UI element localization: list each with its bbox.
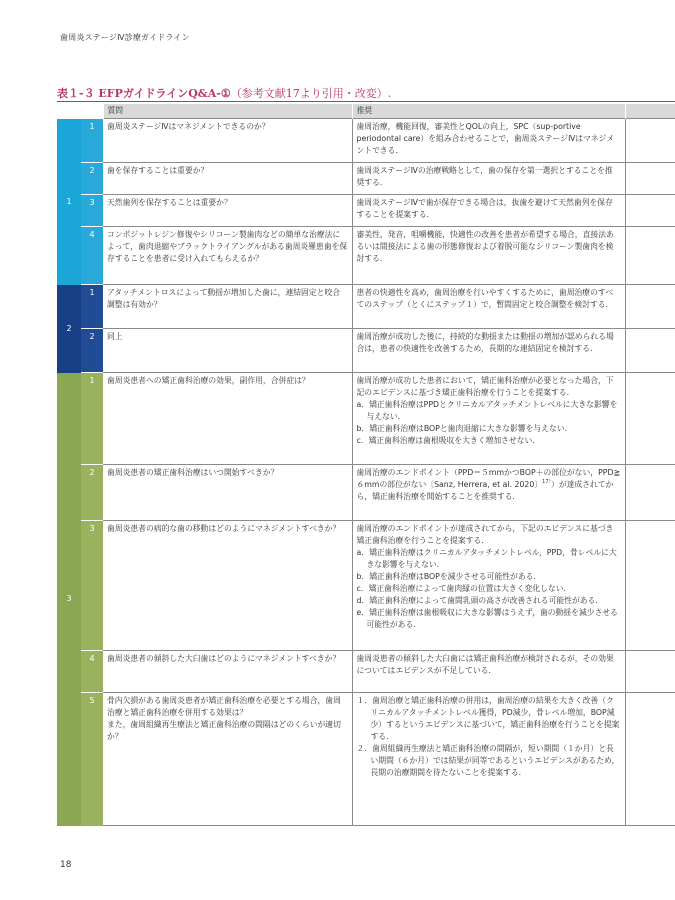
row-number: 1 <box>81 285 103 329</box>
table-row <box>57 329 675 373</box>
answer-list-item: １．歯周治療と矯正歯科治療の併用は，歯周治療の結果を大きく改善（クリニカルアタッチメントレベル獲得，PD減少，骨レベル増加，BOP減少）するというエビデンスに基づいて，矯正歯科治療を行うことを提案する． <box>356 696 620 741</box>
question-text: アタッチメントロスによって動揺が増加した歯に，連結固定と咬合調整は有効か？ <box>107 288 341 309</box>
answer-cell <box>352 163 625 195</box>
header-blank <box>57 104 81 119</box>
pad-cell <box>625 693 675 826</box>
answer-text: 歯周治療，機能回復，審美性とQOLの向上，SPC（sup-portive periodontal care）を組み合わせることで，歯周炎ステージⅣはマネジメントできる． <box>356 122 615 155</box>
answer-text: 審美性，発音，咀嚼機能，快適性の改善を患者が希望する場合，直接法あるいは間接法による歯の形態修復および着脱可能なシリコーン製歯肉を検討する． <box>356 230 614 263</box>
pad-cell <box>625 195 675 227</box>
pad-cell <box>625 163 675 195</box>
answer-cell <box>352 373 625 465</box>
table-row <box>57 521 675 651</box>
answer-cell <box>352 651 625 693</box>
table-row <box>57 195 675 227</box>
answer-text: 患者の快適性を高め，歯周治療を行いやすくするために，歯周治療のすべてのステップ（とくにステップ１）で，暫間固定と咬合調整を検討する． <box>356 288 614 309</box>
pad-cell <box>625 285 675 329</box>
pad-cell <box>625 651 675 693</box>
question-cell <box>103 521 352 651</box>
section-2-cell: 2 <box>57 285 81 373</box>
table-row <box>57 373 675 465</box>
answer-list-item: c．矯正歯科治療によって歯肉縁の位置は大きく変化しない． <box>356 584 572 593</box>
answer-text: 歯周炎患者の傾斜した大臼歯には矯正歯科治療が検討されるが，その効果についてはエビデンスが不足している． <box>356 654 614 675</box>
page-number: 18 <box>60 860 72 870</box>
answer-list-item: b．矯正歯科治療はBOPと歯肉退縮に大きな影響を与えない． <box>356 424 573 433</box>
row-number: 4 <box>81 227 103 285</box>
question-text: 歯周炎ステージⅣはマネジメントできるのか？ <box>107 122 270 131</box>
question-cell <box>103 227 352 285</box>
row-number: 4 <box>81 651 103 693</box>
answer-list-item: e．矯正歯科治療は歯根吸収に大きな影響はうえず，歯の動揺を減少させる可能性がある． <box>356 608 618 629</box>
caption-rule <box>57 101 675 102</box>
row-number: 2 <box>81 465 103 521</box>
qa-table <box>57 104 675 826</box>
table-caption <box>57 85 391 101</box>
header-answer: 推奨 <box>352 104 625 119</box>
row-number: 2 <box>81 329 103 373</box>
question-text: 歯周炎患者の傾斜した大臼歯はどのようにマネジメントすべきか？ <box>107 654 341 663</box>
row-number: 2 <box>81 163 103 195</box>
header-question: 質問 <box>103 104 352 119</box>
row-number: 1 <box>81 119 103 163</box>
question-text: また，歯周組織再生療法と矯正歯科治療の間隔はどのくらいが適切か？ <box>107 720 341 741</box>
question-cell <box>103 651 352 693</box>
answer-cell <box>352 329 625 373</box>
answer-text-part: 歯周治療のエンドポイント（PPD＝５mmかつBOP＋の部位がない，PPD≧６mmの部位がない〔Sanz, Herrera, et al. 2020〕 <box>356 468 621 489</box>
answer-text: 歯周炎ステージⅣで歯が保存できる場合は，抜歯を避けて天然歯列を保存することを提案する． <box>356 198 613 219</box>
table-row <box>57 285 675 329</box>
pad-cell <box>625 119 675 163</box>
header-blank <box>81 104 103 119</box>
caption-note: （参考文献17より引用・改変）. <box>230 87 392 100</box>
question-text: 歯周炎患者への矯正歯科治療の効果，副作用，合併症は？ <box>107 376 310 385</box>
question-cell <box>103 285 352 329</box>
answer-cell <box>352 693 625 826</box>
table-row <box>57 693 675 826</box>
pad-cell <box>625 521 675 651</box>
pad-cell <box>625 373 675 465</box>
table-row <box>57 227 675 285</box>
answer-text-part: ）が達成されてから，矯正歯科治療を開始することを推奨する． <box>356 480 614 501</box>
row-number: 3 <box>81 521 103 651</box>
question-cell <box>103 119 352 163</box>
header-pad <box>625 104 675 119</box>
question-cell <box>103 465 352 521</box>
table-header-row <box>57 104 675 119</box>
question-cell <box>103 195 352 227</box>
table-row <box>57 163 675 195</box>
running-header: 歯周炎ステージⅣ診療ガイドライン <box>60 33 190 42</box>
answer-text: 歯周炎ステージⅣの治療戦略として，歯の保存を第一選択とすることを推奨する． <box>356 166 613 187</box>
answer-list-item: a．矯正歯科治療はクリニカルアタッチメントレベル，PPD，骨レベルに大きな影響を与えない． <box>356 548 617 569</box>
answer-text: 歯周治療のエンドポイントが達成されてから，下記のエビデンスに基づき矯正歯科治療を行うことを提案する． <box>356 524 614 545</box>
table-row <box>57 651 675 693</box>
answer-list-item: a．矯正歯科治療はPPDとクリニカルアタッチメントレベルに大きな影響を与えない． <box>356 400 618 421</box>
section-3-cell: 3 <box>57 373 81 826</box>
reference-superscript: 17） <box>542 479 552 485</box>
question-cell <box>103 693 352 826</box>
question-text: 歯周炎患者の病的な歯の移動はどのようにマネジメントすべきか？ <box>107 524 341 533</box>
question-cell <box>103 329 352 373</box>
answer-cell <box>352 285 625 329</box>
section-1-cell: 1 <box>57 119 81 285</box>
answer-text: 歯周治療が成功した後に，持続的な動揺または動揺の増加が認められる場合は，患者の快適性を改善するため，長期的な連結固定を検討する． <box>356 332 614 353</box>
answer-cell <box>352 227 625 285</box>
answer-cell <box>352 521 625 651</box>
question-text: 骨内欠損がある歯周炎患者が矯正歯科治療を必要とする場合，歯周治療と矯正歯科治療を併用する効果は？ <box>107 696 341 717</box>
question-cell <box>103 373 352 465</box>
answer-list-item: ２．歯周組織再生療法と矯正歯科治療の間隔が，短い期間（１か月）と長い期間（６か月）では結果が同等であるというエビデンスがあるため，長期の治療期間を待たないことを提案する． <box>356 744 620 777</box>
table-row <box>57 119 675 163</box>
pad-cell <box>625 465 675 521</box>
question-text: コンポジットレジン修復やシリコーン製歯肉などの簡単な治療法によって，歯肉退縮やブラックトライアングルがある歯周炎罹患歯を保存することを患者に受け入れてもらえるか？ <box>107 230 348 263</box>
caption-title: EFPガイドラインQ&A-① <box>98 87 231 100</box>
row-number: 3 <box>81 195 103 227</box>
answer-cell <box>352 195 625 227</box>
question-text: 歯を保存することは重要か？ <box>107 166 209 175</box>
answer-text <box>357 467 621 503</box>
table-row <box>57 465 675 521</box>
pad-cell <box>625 329 675 373</box>
answer-text: 歯周治療が成功した患者において，矯正歯科治療が必要となった場合，下記のエビデンスに基づき矯正歯科治療を行うことを提案する． <box>356 376 614 397</box>
question-text: 天然歯列を保存することは重要か？ <box>107 198 232 207</box>
caption-label: 表１-３ <box>57 87 95 100</box>
question-text: 歯周炎患者の矯正歯科治療はいつ開始すべきか？ <box>107 468 279 477</box>
row-number: 5 <box>81 693 103 826</box>
answer-list-item: b．矯正歯科治療はBOPを減少させる可能性がある． <box>356 572 542 581</box>
row-number: 1 <box>81 373 103 465</box>
answer-list-item: d．矯正歯科治療によって歯間乳頭の高さが改善される可能性がある． <box>356 596 604 605</box>
question-text: 同上 <box>107 332 123 341</box>
answer-list-item: c．矯正歯科治療は歯根吸収を大きく増加させない． <box>356 436 541 445</box>
answer-cell <box>352 119 625 163</box>
answer-cell <box>352 465 625 521</box>
pad-cell <box>625 227 675 285</box>
question-cell <box>103 163 352 195</box>
